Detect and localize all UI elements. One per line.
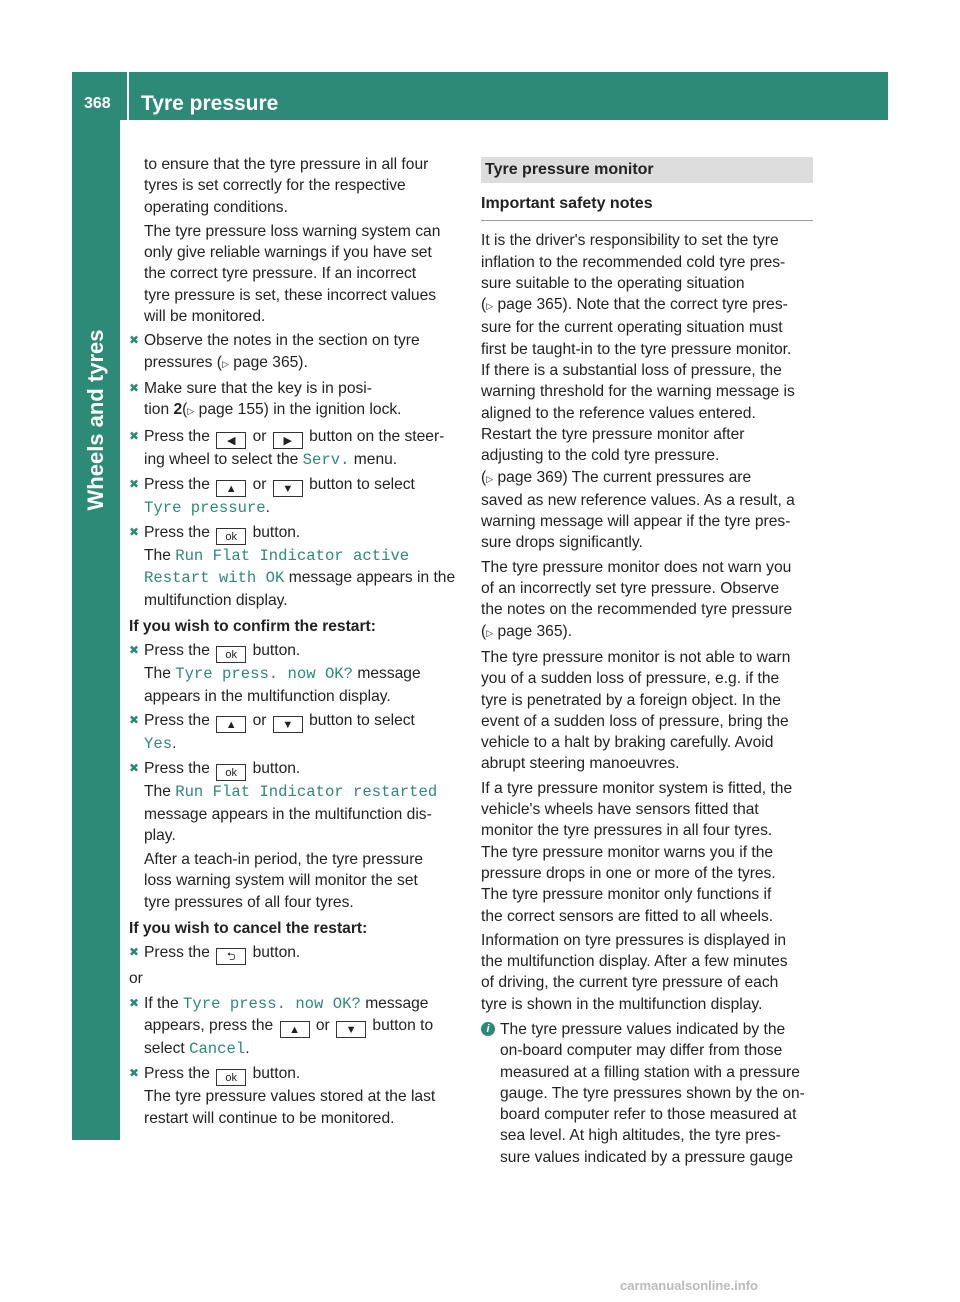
- header-divider: [127, 72, 129, 120]
- text-line: The tyre pressure loss warning system can: [144, 222, 441, 240]
- text-line: warning message will appear if the tyre pres-: [481, 513, 791, 531]
- text-line: adjusting to the cold tyre pressure.: [481, 447, 720, 465]
- display-text: Tyre press. now OK?: [175, 665, 354, 684]
- text-line: After a teach-in period, the tyre pressure: [144, 851, 424, 869]
- sensors-paragraph: [481, 778, 813, 927]
- text-line: The tyre pressure values indicated by the: [500, 1020, 786, 1038]
- step-select-cancel: [129, 993, 461, 1061]
- step-marker-icon: [129, 330, 139, 351]
- step-select-yes: [129, 710, 461, 755]
- text-line: the correct tyre pressure. If an incorrect: [144, 265, 417, 283]
- text-line: The Run Flat Indicator restarted: [144, 783, 438, 802]
- text-line: Restart the tyre pressure monitor after: [481, 425, 745, 443]
- display-info-paragraph: [481, 930, 813, 1015]
- text-line: Restart with OK message appears in the: [144, 569, 456, 588]
- text-line: the multifunction display. After a few minutes: [481, 953, 788, 971]
- cancel-heading: If you wish to cancel the restart:: [129, 920, 368, 938]
- display-text: Run Flat Indicator active: [175, 547, 410, 566]
- display-text: Tyre press. now OK?: [183, 994, 361, 1013]
- responsibility-paragraph: [481, 230, 813, 553]
- text-line: of driving, the current tyre pressure of each: [481, 974, 779, 992]
- step-marker-icon: [129, 1063, 139, 1084]
- text-line: sure drops significantly.: [481, 534, 643, 552]
- text-line: The tyre pressure monitor is not able to warn: [481, 648, 791, 666]
- display-text: Run Flat Indicator restarted: [175, 783, 438, 802]
- text-line: If there is a substantial loss of pressure, the: [481, 362, 782, 380]
- intro-paragraph: [129, 154, 461, 218]
- step-marker-icon: [129, 522, 139, 543]
- text-line: restart will continue to be monitored.: [144, 1109, 395, 1127]
- up-arrow-button-icon: ▲: [216, 716, 246, 733]
- step-marker-icon: [129, 378, 139, 399]
- display-text: Tyre pressure: [144, 498, 266, 517]
- text-line: The Run Flat Indicator active: [144, 547, 410, 566]
- info-note: [481, 1019, 813, 1168]
- text-line: The Tyre press. now OK? message: [144, 665, 421, 684]
- step-press-back: [129, 942, 461, 965]
- text-line: you of a sudden loss of pressure, e.g. if the: [481, 670, 780, 688]
- step-marker-icon: [129, 474, 139, 495]
- step-marker-icon: [129, 758, 139, 779]
- text-line: Tyre pressure.: [144, 498, 270, 517]
- page-ref-arrow-icon: ▷: [486, 627, 494, 638]
- side-tab-label: Wheels and tyres: [83, 329, 108, 511]
- text-line: select Cancel.: [144, 1039, 250, 1058]
- text-line: only give reliable warnings if you have set: [144, 244, 432, 262]
- up-arrow-button-icon: ▲: [280, 1021, 310, 1038]
- text-line: the correct sensors are fitted to all wheels.: [481, 907, 774, 925]
- text-line: appears, press the ▲ or ▼ button to: [144, 1016, 434, 1036]
- step-marker-icon: [129, 710, 139, 731]
- down-arrow-button-icon: ▼: [273, 480, 303, 497]
- text-line: message appears in the multifunction dis-: [144, 805, 432, 823]
- text-line: aligned to the reference values entered.: [481, 404, 756, 422]
- text-line: tyre is shown in the multifunction display.: [481, 995, 763, 1013]
- step-marker-icon: [129, 942, 139, 963]
- step-key-position: [129, 378, 461, 423]
- text-line: will be monitored.: [144, 308, 266, 326]
- display-text: Serv.: [302, 450, 350, 469]
- text-line: loss warning system will monitor the set: [144, 872, 418, 890]
- step-select-serv-menu: [129, 426, 461, 471]
- page-ref-arrow-icon: ▷: [486, 301, 494, 312]
- ok-button-icon: ok: [216, 528, 246, 545]
- text-line: tion 2(▷ page 155) in the ignition lock.: [144, 401, 402, 419]
- text-line: If the Tyre press. now OK? message: [144, 994, 429, 1013]
- down-arrow-button-icon: ▼: [336, 1021, 366, 1038]
- text-line: sure values indicated by a pressure gauge: [500, 1148, 793, 1166]
- text-line: operating conditions.: [144, 198, 288, 216]
- watermark: carmanualsonline.info: [620, 1278, 758, 1293]
- display-text: Yes: [144, 734, 173, 753]
- text-line: Information on tyre pressures is displayed in: [481, 931, 787, 949]
- text-line: Observe the notes in the section on tyre: [144, 332, 420, 350]
- text-line: vehicle's wheels have sensors fitted that: [481, 801, 759, 819]
- text-line: warning threshold for the warning message is: [481, 383, 795, 401]
- text-line: ing wheel to select the Serv. menu.: [144, 450, 398, 469]
- text-line: The tyre pressure values stored at the last: [144, 1088, 436, 1106]
- text-line: tyre pressures of all four tyres.: [144, 893, 354, 911]
- step-marker-icon: [129, 640, 139, 661]
- text-line: saved as new reference values. As a result, a: [481, 491, 795, 509]
- step-marker-icon: [129, 993, 139, 1014]
- text-line: Yes.: [144, 734, 177, 753]
- text-line: (▷ page 369) The current pressures are: [481, 468, 752, 486]
- text-line: sea level. At high altitudes, the tyre pres-: [500, 1127, 781, 1145]
- text-line: multifunction display.: [144, 591, 288, 609]
- page-number: 368: [84, 95, 111, 112]
- step-select-tyre-pressure: [129, 474, 461, 519]
- text-line: gauge. The tyre pressures shown by the on-: [500, 1084, 805, 1102]
- text-line: The tyre pressure monitor only functions if: [481, 886, 772, 904]
- text-line: the notes on the recommended tyre pressure: [481, 601, 793, 619]
- text-line: Press the ok button.: [144, 524, 301, 544]
- confirm-heading: If you wish to confirm the restart:: [129, 618, 376, 636]
- section-heading: Tyre pressure monitor: [481, 157, 813, 183]
- step-marker-icon: [129, 426, 139, 447]
- text-line: tyre is penetrated by a foreign object. In the: [481, 691, 781, 709]
- text-line: to ensure that the tyre pressure in all four: [144, 156, 429, 173]
- text-line: If a tyre pressure monitor system is fitted, the: [481, 779, 793, 797]
- ok-button-icon: ok: [216, 764, 246, 781]
- step-cancel-ok: [129, 1063, 461, 1129]
- subsection-heading: Important safety notes: [481, 193, 813, 221]
- display-text: Cancel: [189, 1039, 246, 1058]
- text-line: (▷ page 365).: [481, 622, 573, 640]
- or-text: or: [129, 970, 143, 988]
- down-arrow-button-icon: ▼: [273, 716, 303, 733]
- text-line: of an incorrectly set tyre pressure. Observe: [481, 580, 780, 598]
- text-line: tyres is set correctly for the respective: [144, 177, 406, 195]
- text-line: Press the ▲ or ▼ button to select: [144, 711, 415, 731]
- text-line: Press the ⮌ button.: [144, 944, 301, 964]
- left-arrow-button-icon: ◀: [216, 432, 246, 449]
- step-observe-notes: [129, 330, 461, 375]
- up-arrow-button-icon: ▲: [216, 480, 246, 497]
- ok-button-icon: ok: [216, 1069, 246, 1086]
- info-icon: i: [481, 1022, 495, 1036]
- text-line: Press the ◀ or ▶ button on the steer-: [144, 427, 445, 447]
- text-line: It is the driver's responsibility to set the tyre: [481, 232, 779, 250]
- back-button-icon: ⮌: [216, 948, 246, 965]
- step-press-ok-restarted: [129, 758, 461, 913]
- page-ref-arrow-icon: ▷: [222, 358, 229, 369]
- left-column: [129, 154, 461, 1129]
- text-line: Press the ok button.: [144, 760, 301, 780]
- side-tab: [72, 120, 120, 1140]
- text-line: first be taught-in to the tyre pressure monitor.: [481, 340, 792, 358]
- text-line: pressure drops in one or more of the tyres.: [481, 864, 776, 882]
- text-line: event of a sudden loss of pressure, bring the: [481, 712, 789, 730]
- step-confirm-ok: [129, 640, 461, 707]
- display-text: Restart with OK: [144, 569, 285, 588]
- text-line: The tyre pressure monitor does not warn you: [481, 558, 792, 576]
- text-line: sure for the current operating situation must: [481, 319, 783, 337]
- text-line: abrupt steering manoeuvres.: [481, 755, 680, 773]
- text-line: monitor the tyre pressures in all four tyres.: [481, 822, 773, 840]
- ok-button-icon: ok: [216, 646, 246, 663]
- text-line: Make sure that the key is in posi-: [144, 379, 372, 397]
- text-line: on-board computer may differ from those: [500, 1042, 783, 1060]
- right-arrow-button-icon: ▶: [273, 432, 303, 449]
- text-line: Press the ok button.: [144, 1065, 301, 1085]
- incorrect-setting-paragraph: [481, 557, 813, 644]
- text-line: sure suitable to the operating situation: [481, 274, 745, 292]
- text-line: play.: [144, 826, 176, 844]
- text-line: pressures (▷ page 365).: [144, 353, 308, 371]
- right-column: [481, 157, 813, 1168]
- text-line: (▷ page 365). Note that the correct tyre pres-: [481, 296, 788, 314]
- text-line: vehicle to a halt by braking carefully. Avoid: [481, 734, 774, 752]
- step-press-ok-restart: [129, 522, 461, 611]
- sudden-loss-paragraph: [481, 647, 813, 775]
- text-line: Press the ▲ or ▼ button to select: [144, 475, 415, 495]
- text-line: board computer refer to those measured at: [500, 1106, 797, 1124]
- page-ref-arrow-icon: ▷: [486, 473, 494, 484]
- text-line: inflation to the recommended cold tyre pres-: [481, 253, 786, 271]
- text-line: appears in the multifunction display.: [144, 687, 391, 705]
- text-line: Press the ok button.: [144, 642, 301, 662]
- text-line: tyre pressure is set, these incorrect values: [144, 286, 437, 304]
- warning-paragraph: [129, 221, 461, 327]
- page-ref-arrow-icon: ▷: [187, 406, 195, 417]
- text-line: measured at a filling station with a pressure: [500, 1063, 800, 1081]
- page-title: Tyre pressure: [141, 92, 279, 115]
- text-line: The tyre pressure monitor warns you if the: [481, 843, 774, 861]
